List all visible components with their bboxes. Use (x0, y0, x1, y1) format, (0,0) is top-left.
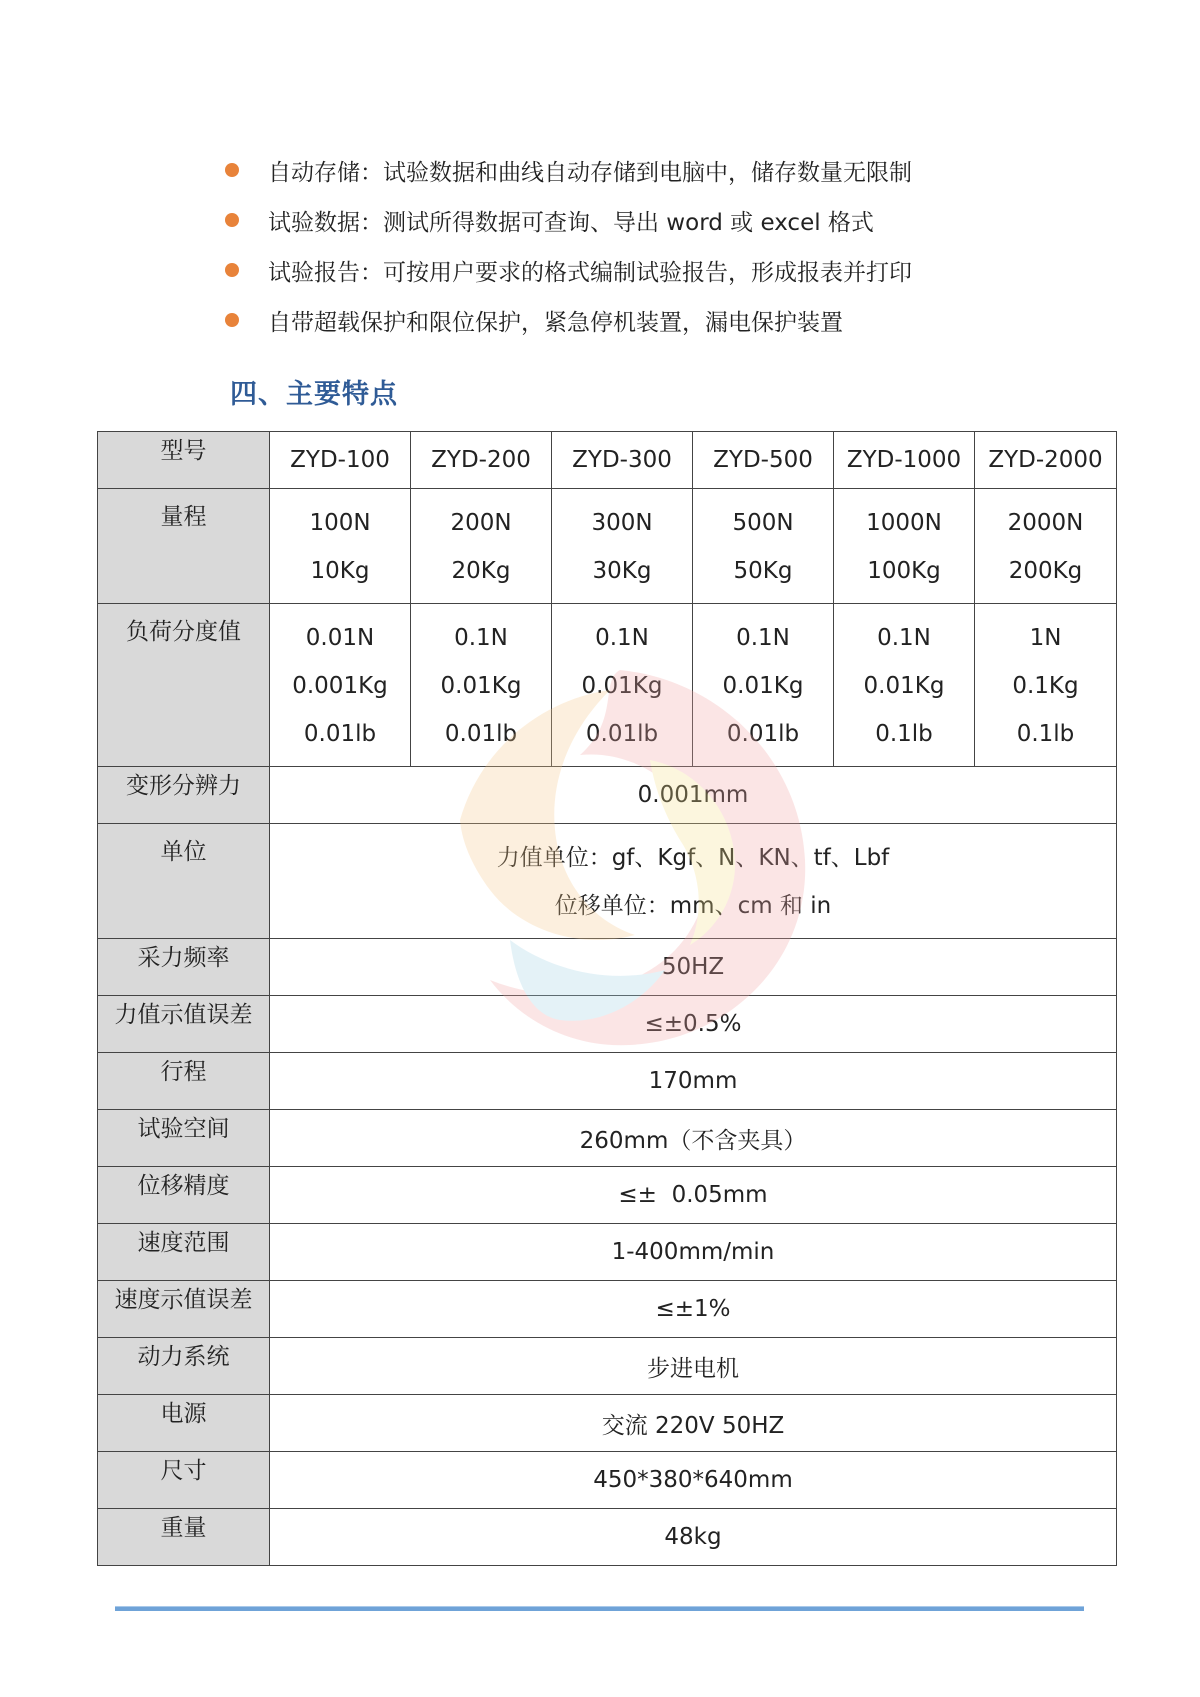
table-row-speed (98, 1224, 1117, 1281)
division-cell (270, 604, 411, 767)
bullet-text: 自动存储：试验数据和曲线自动存储到电脑中，储存数量无限制 (268, 159, 912, 186)
division-lb: 0.01lb (726, 721, 800, 747)
division-cell (693, 604, 834, 767)
bullet-text: 自带超载保护和限位保护，紧急停机装置，漏电保护装置 (268, 309, 843, 336)
disp-accuracy-value: ≤± 0.05mm (270, 1167, 1117, 1224)
division-kg: 0.01Kg (440, 673, 522, 699)
range-kg: 50Kg (733, 558, 793, 584)
power-system-value: 步进电机 (270, 1338, 1117, 1395)
weight-value: 48kg (270, 1509, 1117, 1566)
bullet-dot-icon (225, 313, 239, 327)
spec-table (97, 431, 1117, 1566)
model-cell: ZYD-200 (411, 432, 552, 489)
row-label-disp-accuracy: 位移精度 (98, 1167, 270, 1224)
table-row-power-system (98, 1338, 1117, 1395)
table-row-unit (98, 824, 1117, 939)
resolution-value: 0.001mm (270, 767, 1117, 824)
table-row-weight (98, 1509, 1117, 1566)
unit-force: 力值单位：gf、Kgf、N、KN、tf、Lbf (496, 845, 890, 871)
division-n: 0.1N (595, 625, 649, 651)
division-n: 0.1N (877, 625, 931, 651)
row-label-speed: 速度范围 (98, 1224, 270, 1281)
division-kg: 0.1Kg (1012, 673, 1079, 699)
division-lb: 0.1lb (1016, 721, 1075, 747)
table-row-power (98, 1395, 1117, 1452)
division-kg: 0.01Kg (581, 673, 663, 699)
row-label-frequency: 采力频率 (98, 939, 270, 996)
range-kg: 20Kg (451, 558, 511, 584)
bullet-text: 试验数据：测试所得数据可查询、导出 word 或 excel 格式 (268, 209, 874, 236)
section-title: 四、主要特点 (230, 379, 398, 410)
bullet-dot-icon (225, 163, 239, 177)
range-cell (975, 489, 1117, 604)
row-label-division (98, 604, 270, 767)
range-cell (552, 489, 693, 604)
row-label-text: 单位 (160, 839, 207, 865)
model-cell: ZYD-2000 (975, 432, 1117, 489)
division-cell (834, 604, 975, 767)
size-value: 450*380*640mm (270, 1452, 1117, 1509)
row-label-range (98, 489, 270, 604)
range-kg: 100Kg (867, 558, 941, 584)
table-row-division (98, 604, 1117, 767)
division-cell (411, 604, 552, 767)
division-n: 0.1N (454, 625, 508, 651)
table-row-disp-accuracy (98, 1167, 1117, 1224)
division-lb: 0.01lb (303, 721, 377, 747)
range-n: 2000N (1007, 510, 1084, 536)
division-lb: 0.01lb (444, 721, 518, 747)
row-label-unit (98, 824, 270, 939)
division-cell (975, 604, 1117, 767)
speed-error-value: ≤±1% (270, 1281, 1117, 1338)
row-label-force-error: 力值示值误差 (98, 996, 270, 1053)
footer-divider (115, 1606, 1084, 1611)
division-kg: 0.01Kg (722, 673, 804, 699)
bullet-item (225, 295, 1125, 345)
stroke-value: 170mm (270, 1053, 1117, 1110)
model-cell: ZYD-300 (552, 432, 693, 489)
range-n: 100N (309, 510, 371, 536)
range-n: 1000N (866, 510, 942, 536)
bullet-text: 试验报告：可按用户要求的格式编制试验报告，形成报表并打印 (268, 259, 912, 286)
range-kg: 30Kg (592, 558, 652, 584)
range-n: 300N (591, 510, 653, 536)
bullet-item (225, 145, 1125, 195)
row-label-weight: 重量 (98, 1509, 270, 1566)
division-kg: 0.001Kg (292, 673, 388, 699)
table-row-frequency (98, 939, 1117, 996)
range-cell (270, 489, 411, 604)
row-label-text: 量程 (160, 504, 207, 530)
bullet-item (225, 245, 1125, 295)
division-n: 0.1N (736, 625, 790, 651)
row-label-power-system: 动力系统 (98, 1338, 270, 1395)
power-value: 交流 220V 50HZ (270, 1395, 1117, 1452)
division-lb: 0.01lb (585, 721, 659, 747)
unit-displacement: 位移单位：mm、cm 和 in (554, 893, 832, 919)
bullet-dot-icon (225, 263, 239, 277)
row-label-speed-error: 速度示值误差 (98, 1281, 270, 1338)
frequency-value: 50HZ (270, 939, 1117, 996)
range-kg: 200Kg (1008, 558, 1083, 584)
row-label-space: 试验空间 (98, 1110, 270, 1167)
row-label-size: 尺寸 (98, 1452, 270, 1509)
range-cell (834, 489, 975, 604)
table-row-resolution (98, 767, 1117, 824)
range-cell (693, 489, 834, 604)
force-error-value: ≤±0.5% (270, 996, 1117, 1053)
range-n: 200N (450, 510, 512, 536)
table-row-space (98, 1110, 1117, 1167)
division-n: 1N (1029, 625, 1062, 651)
row-label-model: 型号 (98, 432, 270, 489)
row-label-text: 负荷分度值 (126, 619, 241, 645)
range-n: 500N (732, 510, 794, 536)
division-cell (552, 604, 693, 767)
division-n: 0.01N (305, 625, 375, 651)
table-row-stroke (98, 1053, 1117, 1110)
table-row-model (98, 432, 1117, 489)
table-row-force-error (98, 996, 1117, 1053)
table-row-size (98, 1452, 1117, 1509)
bullet-dot-icon (225, 213, 239, 227)
bullet-item (225, 195, 1125, 245)
range-kg: 10Kg (310, 558, 370, 584)
row-label-resolution: 变形分辨力 (98, 767, 270, 824)
model-cell: ZYD-1000 (834, 432, 975, 489)
row-label-power: 电源 (98, 1395, 270, 1452)
division-lb: 0.1lb (875, 721, 933, 747)
feature-bullet-list (225, 145, 1125, 345)
row-label-stroke: 行程 (98, 1053, 270, 1110)
table-row-speed-error (98, 1281, 1117, 1338)
range-cell (411, 489, 552, 604)
model-cell: ZYD-100 (270, 432, 411, 489)
model-cell: ZYD-500 (693, 432, 834, 489)
space-value: 260mm（不含夹具） (270, 1110, 1117, 1167)
table-row-range (98, 489, 1117, 604)
division-kg: 0.01Kg (863, 673, 945, 699)
unit-cell (270, 824, 1117, 939)
speed-value: 1-400mm/min (270, 1224, 1117, 1281)
